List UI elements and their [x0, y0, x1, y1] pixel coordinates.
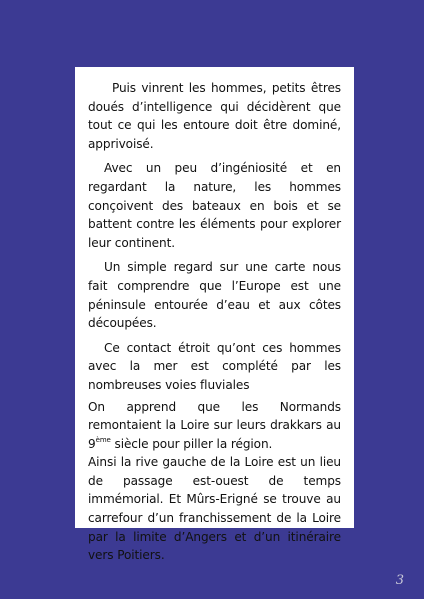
paragraph-6: Ainsi la rive gauche de la Loire est un lieu de passage est-ouest de temps immémorial. Et Mûrs-Erigné se trouve au carrefour d’un franchissement de la Loire par la limite d’Angers et d’un itinéraire vers Poitiers.	[88, 455, 341, 563]
page-number: 3	[395, 573, 404, 588]
text-panel	[75, 67, 354, 563]
ordinal-superscript: ème	[95, 435, 111, 444]
paragraph-5-text: On apprend que les Normands remontaient la Loire sur leurs drakkars au 9	[88, 399, 341, 451]
paragraph-2: Avec un peu d’ingéniosité et en regardant la nature, les hommes conçoivent des bateaux en bois et se battent contre les éléments pour explorer leur continent.	[88, 161, 341, 250]
paragraph-3: Un simple regard sur une carte nous fait comprendre que l’Europe est une péninsule entourée d’eau et aux côtes découpées.	[88, 260, 341, 331]
paragraph-5-text-end: siècle pour piller la région.	[110, 436, 273, 451]
paragraph-1: Puis vinrent les hommes, petits êtres doués d’intelligence qui décidèrent que tout ce qui les entoure doit être dominé, apprivoisé.	[88, 81, 341, 151]
paragraph-4: Ce contact étroit qu’ont ces hommes avec la mer est complété par les nombreuses voies fluviales	[88, 340, 341, 392]
paragraph-5	[88, 398, 341, 454]
